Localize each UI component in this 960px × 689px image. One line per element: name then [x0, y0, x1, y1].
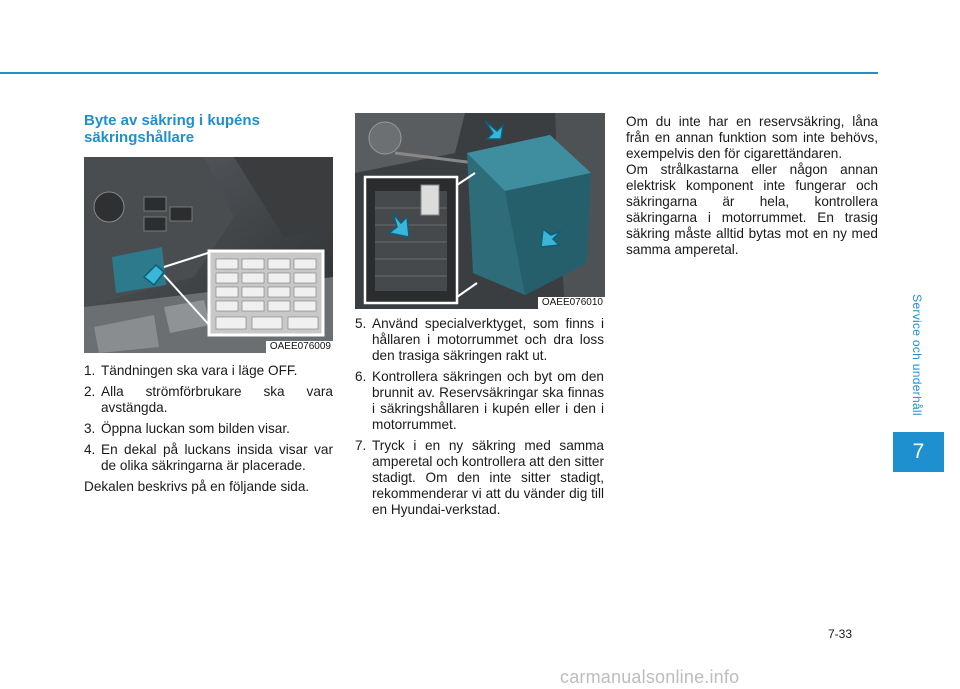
chapter-side-label [902, 280, 932, 430]
step-text: En dekal på luckans insida visar var de olika säkringarna är placerade. [101, 442, 333, 473]
list-item [355, 369, 604, 433]
list-item [84, 384, 333, 416]
list-item [355, 316, 604, 364]
step-text: Kontrollera säkringen och byt om den brunnit av. Reservsäkringar ska finnas i säkringshållaren i kupén eller i den i motorrummet. [372, 369, 604, 432]
step-number: 5. [355, 316, 367, 331]
watermark: carmanualsonline.info [560, 667, 740, 687]
figure-code: OAEE076009 [266, 341, 333, 353]
step-text: Tändningen ska vara i läge OFF. [101, 363, 298, 378]
middle-column [355, 316, 604, 523]
step-number: 2. [84, 384, 96, 399]
left-column [84, 363, 333, 495]
interior-fuse-illustration [84, 157, 333, 353]
paragraph: Om strålkastarna eller någon annan elektrisk komponent inte fungerar och säkringarna är hela, kontrollera säkringarna i motorrummet. En trasig säkring måste alltid bytas mot en ny med samma amperetal. [626, 162, 878, 257]
top-rule [0, 72, 878, 74]
right-column [626, 114, 878, 258]
step-text: Tryck i en ny säkring med samma amperetal och kontrollera att den sitter stadigt. Om den inte sitter stadigt, rekommenderar vi att du vänder dig till en Hyundai-verkstad. [372, 438, 604, 517]
step-text: Använd specialverktyget, som finns i hållaren i motorrummet och dra loss den trasiga säkringen rakt ut. [372, 316, 604, 363]
step-number: 3. [84, 421, 96, 436]
step-number: 7. [355, 438, 367, 453]
chapter-side-label-text: Service och underhåll [910, 294, 925, 416]
figure-code: OAEE076010 [538, 297, 605, 309]
step-number: 6. [355, 369, 367, 384]
paragraph: Om du inte har en reservsäkring, låna från en annan funktion som inte behövs, exempelvis den för cigarettändaren. [626, 114, 878, 161]
engine-fuse-photo [355, 113, 605, 309]
list-item [84, 363, 333, 379]
step-number: 1. [84, 363, 96, 378]
list-item [84, 442, 333, 474]
engine-fuse-illustration [355, 113, 605, 309]
interior-fuse-photo [84, 157, 333, 353]
step-text: Alla strömförbrukare ska vara avstängda. [101, 384, 333, 415]
section-heading: Byte av säkring i kupéns säkringshållare [84, 112, 260, 146]
page-number: 7-33 [828, 627, 853, 641]
list-item [355, 438, 604, 518]
list-item [84, 421, 333, 437]
decal-note: Dekalen beskrivs på en följande sida. [84, 479, 310, 494]
step-number: 4. [84, 442, 96, 457]
step-text: Öppna luckan som bilden visar. [101, 421, 290, 436]
chapter-tab: 7 [893, 432, 944, 472]
